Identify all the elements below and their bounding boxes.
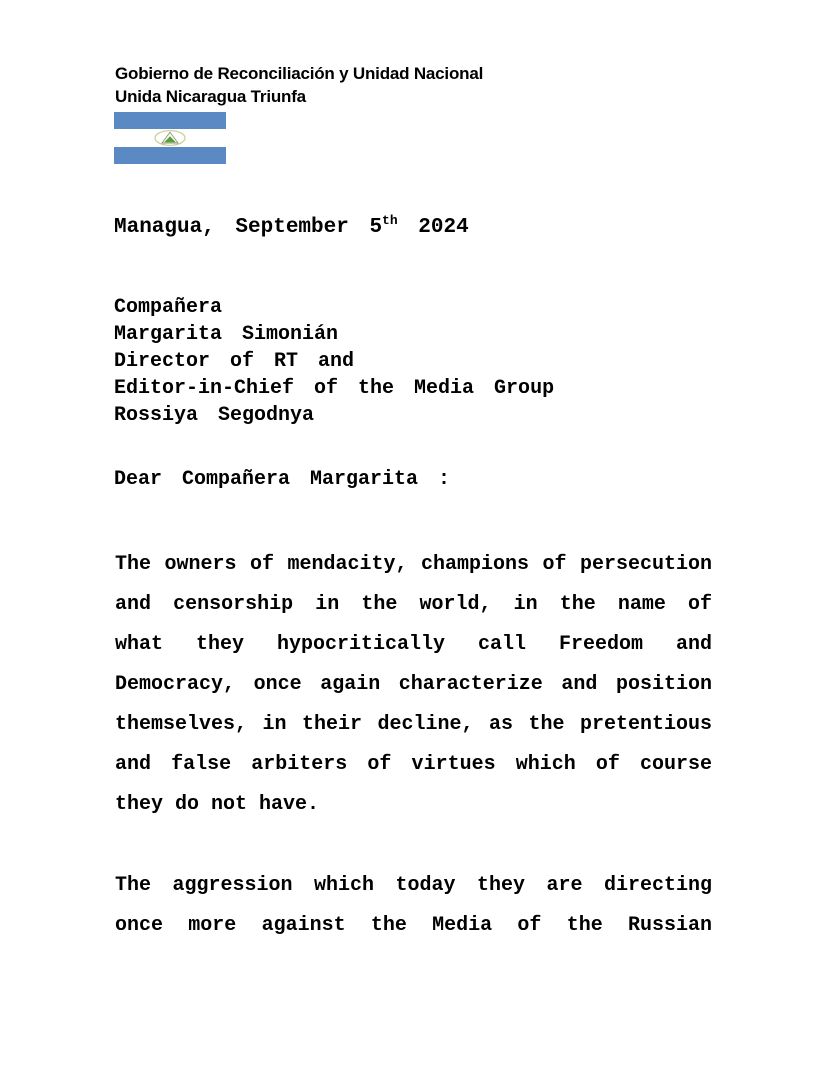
text-line: The owners of mendacity, champions of persecution (115, 553, 712, 576)
letterhead (115, 62, 483, 108)
dateline-year: 2024 (397, 216, 469, 239)
dateline-text: Managua, September 5 (114, 216, 383, 239)
org-name-line1: Gobierno de Reconciliación y Unidad Nacional (115, 64, 484, 83)
body-paragraph-2 (115, 866, 712, 946)
text-line: Compañera (114, 296, 223, 319)
body-paragraph-1 (115, 545, 712, 825)
text-line: what they hypocritically call Freedom and (115, 633, 712, 656)
text-line: and false arbiters of virtues which of course (115, 753, 712, 776)
flag-stripe-blue-top (114, 112, 226, 129)
text-line: once more against the Media of the Russian (115, 914, 712, 937)
text-line: The aggression which today they are directing (115, 874, 712, 897)
flag-stripe-white (114, 129, 226, 147)
org-name-line2: Unida Nicaragua Triunfa (115, 87, 306, 106)
text-line: they do not have. (115, 793, 320, 816)
salutation: Dear Compañera Margarita : (114, 468, 451, 491)
dateline (114, 214, 469, 242)
text-line: Margarita Simonián (114, 323, 339, 346)
text-line: Editor-in-Chief of the Media Group (114, 377, 555, 400)
text-line: themselves, in their decline, as the pretentious (115, 713, 712, 736)
text-line: and censorship in the world, in the name of (115, 593, 712, 616)
flag-stripe-blue-bottom (114, 147, 226, 164)
text-line: Rossiya Segodnya (114, 404, 315, 427)
flag-coat-of-arms-icon (154, 130, 186, 146)
text-line: Democracy, once again characterize and position (115, 673, 712, 696)
nicaragua-flag (114, 112, 226, 164)
recipient-block (114, 294, 554, 429)
text-line: Director of RT and (114, 350, 355, 373)
ordinal-suffix: th (382, 213, 398, 228)
